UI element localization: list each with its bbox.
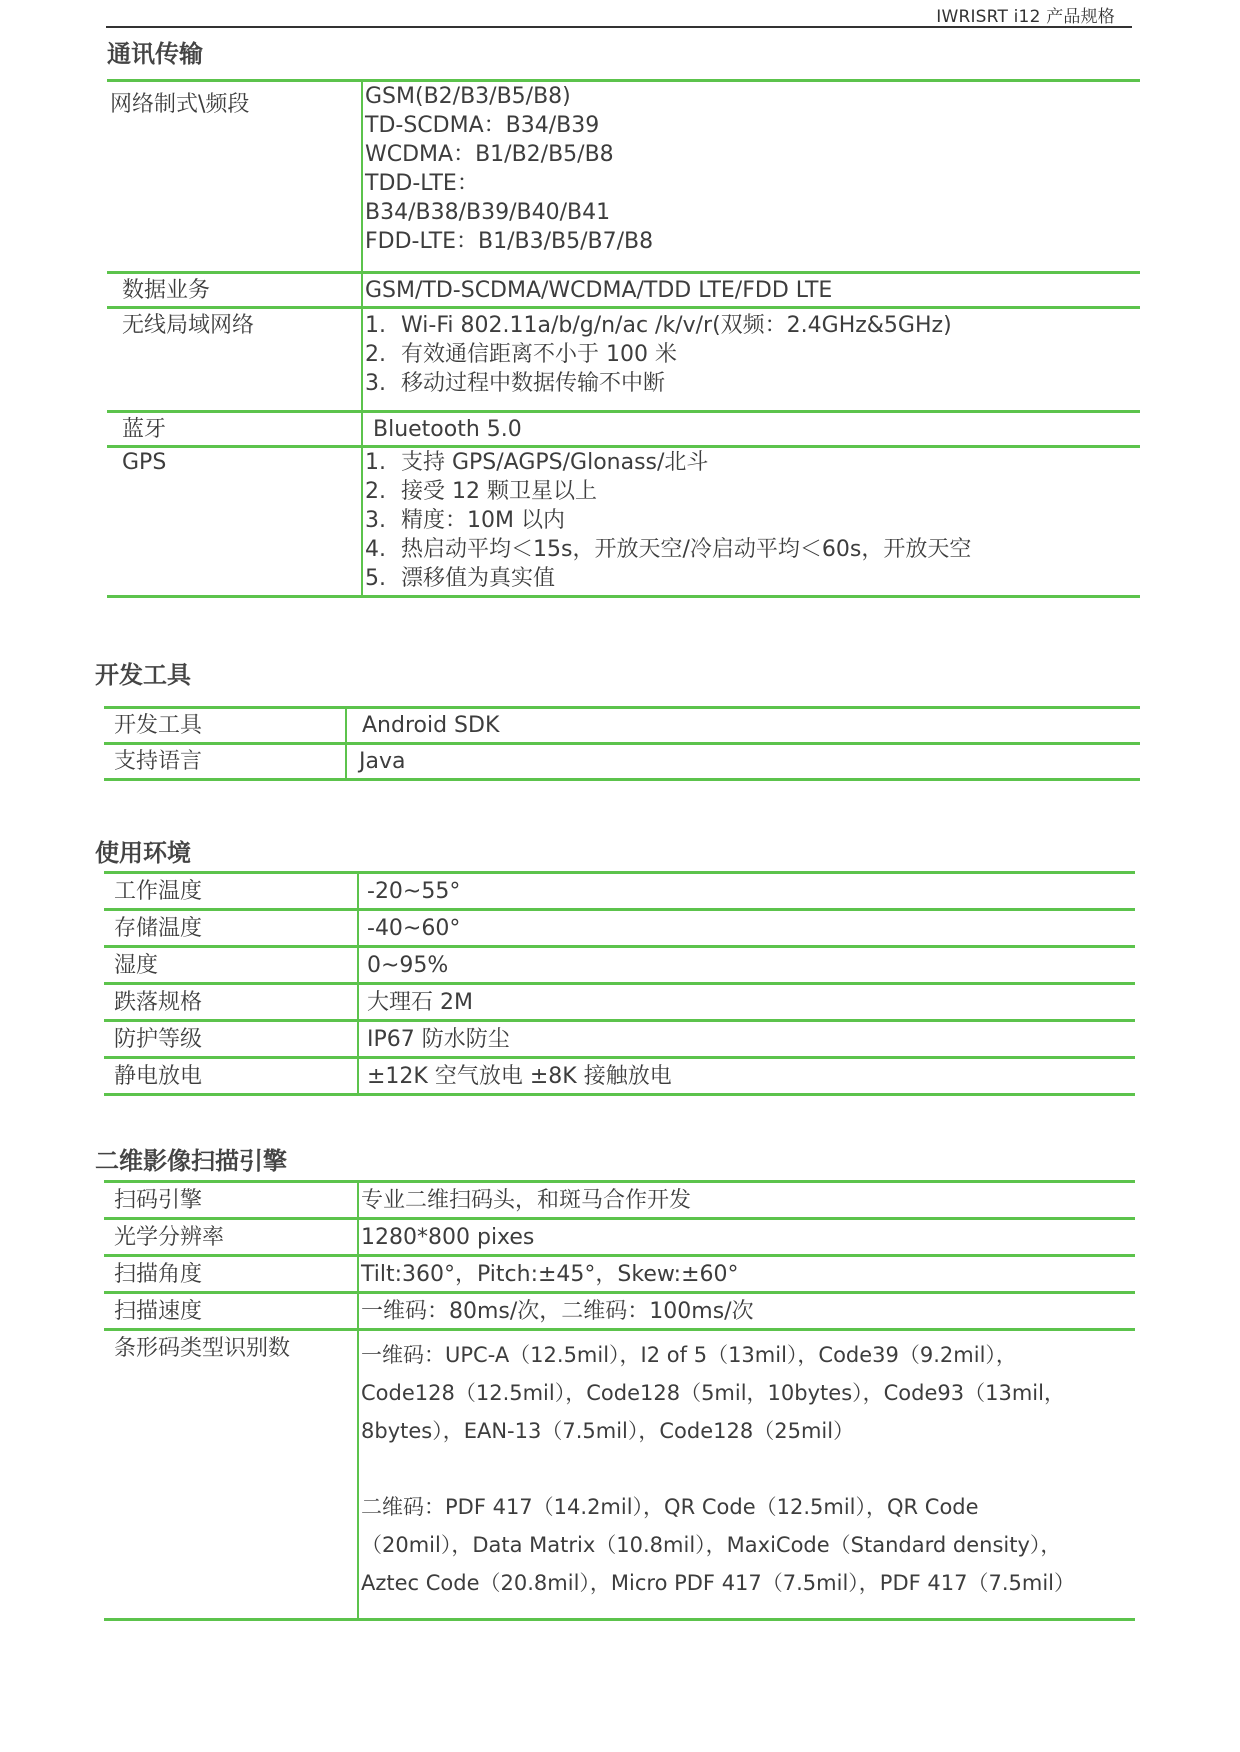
header-divider <box>106 26 1132 28</box>
table-row <box>107 273 1140 308</box>
value-line: GSM(B2/B3/B5/B8) <box>365 84 571 109</box>
section-title-dev-tools: 开发工具 <box>95 661 191 689</box>
list-item <box>365 477 1140 506</box>
row-label: 静电放电 <box>104 1058 358 1095</box>
row-value: 大理石 2M <box>358 984 1135 1021</box>
row-label: 开发工具 <box>104 708 346 744</box>
table-row <box>104 873 1135 910</box>
row-value <box>358 1330 1135 1620</box>
item-text: 支持 GPS/AGPS/Glonass/北斗 <box>401 450 709 475</box>
value-line: WCDMA：B1/B2/B5/B8 <box>365 142 614 167</box>
row-label: 扫码引擎 <box>104 1182 358 1219</box>
table-row <box>104 1219 1135 1256</box>
row-value: Tilt:360°，Pitch:±45°，Skew:±60° <box>358 1256 1135 1293</box>
row-value: 专业二维扫码头，和斑马合作开发 <box>358 1182 1135 1219</box>
list-item <box>365 369 1140 398</box>
table-row <box>104 1021 1135 1058</box>
row-value: GSM/TD-SCDMA/WCDMA/TDD LTE/FDD LTE <box>362 273 1140 308</box>
value-line: TDD-LTE： <box>365 171 479 196</box>
table-row <box>104 1256 1135 1293</box>
table-row <box>107 308 1140 412</box>
environment-table <box>104 871 1135 1096</box>
value-line: （20mil），Data Matrix（10.8mil），MaxiCode（Standard density）， <box>361 1533 1062 1557</box>
row-value <box>362 308 1140 412</box>
item-number: 2. <box>365 342 386 367</box>
list-item <box>365 535 1140 564</box>
value-line: FDD-LTE：B1/B3/B5/B7/B8 <box>365 229 654 254</box>
row-label: 网络制式\频段 <box>107 81 362 273</box>
list-item <box>365 311 1140 340</box>
row-label: 条形码类型识别数 <box>104 1330 358 1620</box>
row-value: Java <box>346 744 1140 780</box>
row-label: 存储温度 <box>104 910 358 947</box>
value-line: Aztec Code（20.8mil），Micro PDF 417（7.5mil），PDF 417（7.5mil） <box>361 1571 1075 1595</box>
item-number: 2. <box>365 479 386 504</box>
table-row <box>107 412 1140 447</box>
row-label: 数据业务 <box>107 273 362 308</box>
row-value: -40~60° <box>358 910 1135 947</box>
table-row <box>104 708 1140 744</box>
item-text: 接受 12 颗卫星以上 <box>401 479 597 504</box>
section-title-communication: 通讯传输 <box>107 40 203 68</box>
item-text: 精度：10M 以内 <box>401 508 565 533</box>
row-label: 支持语言 <box>104 744 346 780</box>
item-number: 3. <box>365 371 386 396</box>
row-value <box>362 81 1140 273</box>
row-label: 无线局域网络 <box>107 308 362 412</box>
table-row <box>104 1182 1135 1219</box>
row-value: 1280*800 pixes <box>358 1219 1135 1256</box>
row-label: GPS <box>107 447 362 597</box>
table-row <box>104 947 1135 984</box>
table-row <box>104 1058 1135 1095</box>
item-number: 1. <box>365 450 386 475</box>
table-row <box>104 1293 1135 1330</box>
section-title-environment: 使用环境 <box>95 839 191 867</box>
item-number: 4. <box>365 537 386 562</box>
row-value: Bluetooth 5.0 <box>362 412 1140 447</box>
row-label: 跌落规格 <box>104 984 358 1021</box>
list-item <box>365 506 1140 535</box>
row-label: 防护等级 <box>104 1021 358 1058</box>
table-row <box>107 81 1140 273</box>
row-value: 一维码：80ms/次，二维码：100ms/次 <box>358 1293 1135 1330</box>
list-item <box>365 448 1140 477</box>
scan-engine-table <box>104 1180 1135 1621</box>
list-item <box>365 564 1140 593</box>
item-text: Wi-Fi 802.11a/b/g/n/ac /k/v/r(双频：2.4GHz&5GHz) <box>401 313 952 338</box>
item-number: 1. <box>365 313 386 338</box>
row-value <box>362 447 1140 597</box>
table-row <box>107 447 1140 597</box>
value-line: B34/B38/B39/B40/B41 <box>365 200 611 225</box>
row-value: 0~95% <box>358 947 1135 984</box>
value-line: Code128（12.5mil），Code128（5mil，10bytes），Code93（13mil， <box>361 1381 1065 1405</box>
document-header-title: IWRISRT i12 产品规格 <box>936 7 1115 27</box>
row-value: Android SDK <box>346 708 1140 744</box>
list-item <box>365 340 1140 369</box>
item-text: 有效通信距离不小于 100 米 <box>401 342 677 367</box>
section-title-scan-engine: 二维影像扫描引擎 <box>95 1147 287 1175</box>
table-row <box>104 984 1135 1021</box>
table-row <box>104 910 1135 947</box>
row-value: IP67 防水防尘 <box>358 1021 1135 1058</box>
row-label: 扫描角度 <box>104 1256 358 1293</box>
value-line: TD-SCDMA：B34/B39 <box>365 113 600 138</box>
row-label: 光学分辨率 <box>104 1219 358 1256</box>
item-text: 漂移值为真实值 <box>401 566 556 591</box>
item-number: 3. <box>365 508 386 533</box>
dev-tools-table <box>104 706 1140 781</box>
row-label: 扫描速度 <box>104 1293 358 1330</box>
communication-table <box>107 79 1140 598</box>
value-line: 8bytes），EAN-13（7.5mil），Code128（25mil） <box>361 1419 855 1443</box>
paragraph-spacer <box>361 1450 1135 1488</box>
value-line: 一维码：UPC-A（12.5mil），I2 of 5（13mil），Code39（9.2mil）， <box>361 1343 1017 1367</box>
table-row <box>104 744 1140 780</box>
table-row <box>104 1330 1135 1620</box>
row-label: 蓝牙 <box>107 412 362 447</box>
row-label: 湿度 <box>104 947 358 984</box>
value-line: 二维码：PDF 417（14.2mil），QR Code（12.5mil），QR Code <box>361 1495 979 1519</box>
row-value: -20~55° <box>358 873 1135 910</box>
item-number: 5. <box>365 566 386 591</box>
row-label: 工作温度 <box>104 873 358 910</box>
item-text: 热启动平均＜15s，开放天空/冷启动平均＜60s，开放天空 <box>401 537 972 562</box>
item-text: 移动过程中数据传输不中断 <box>401 371 666 396</box>
row-value: ±12K 空气放电 ±8K 接触放电 <box>358 1058 1135 1095</box>
